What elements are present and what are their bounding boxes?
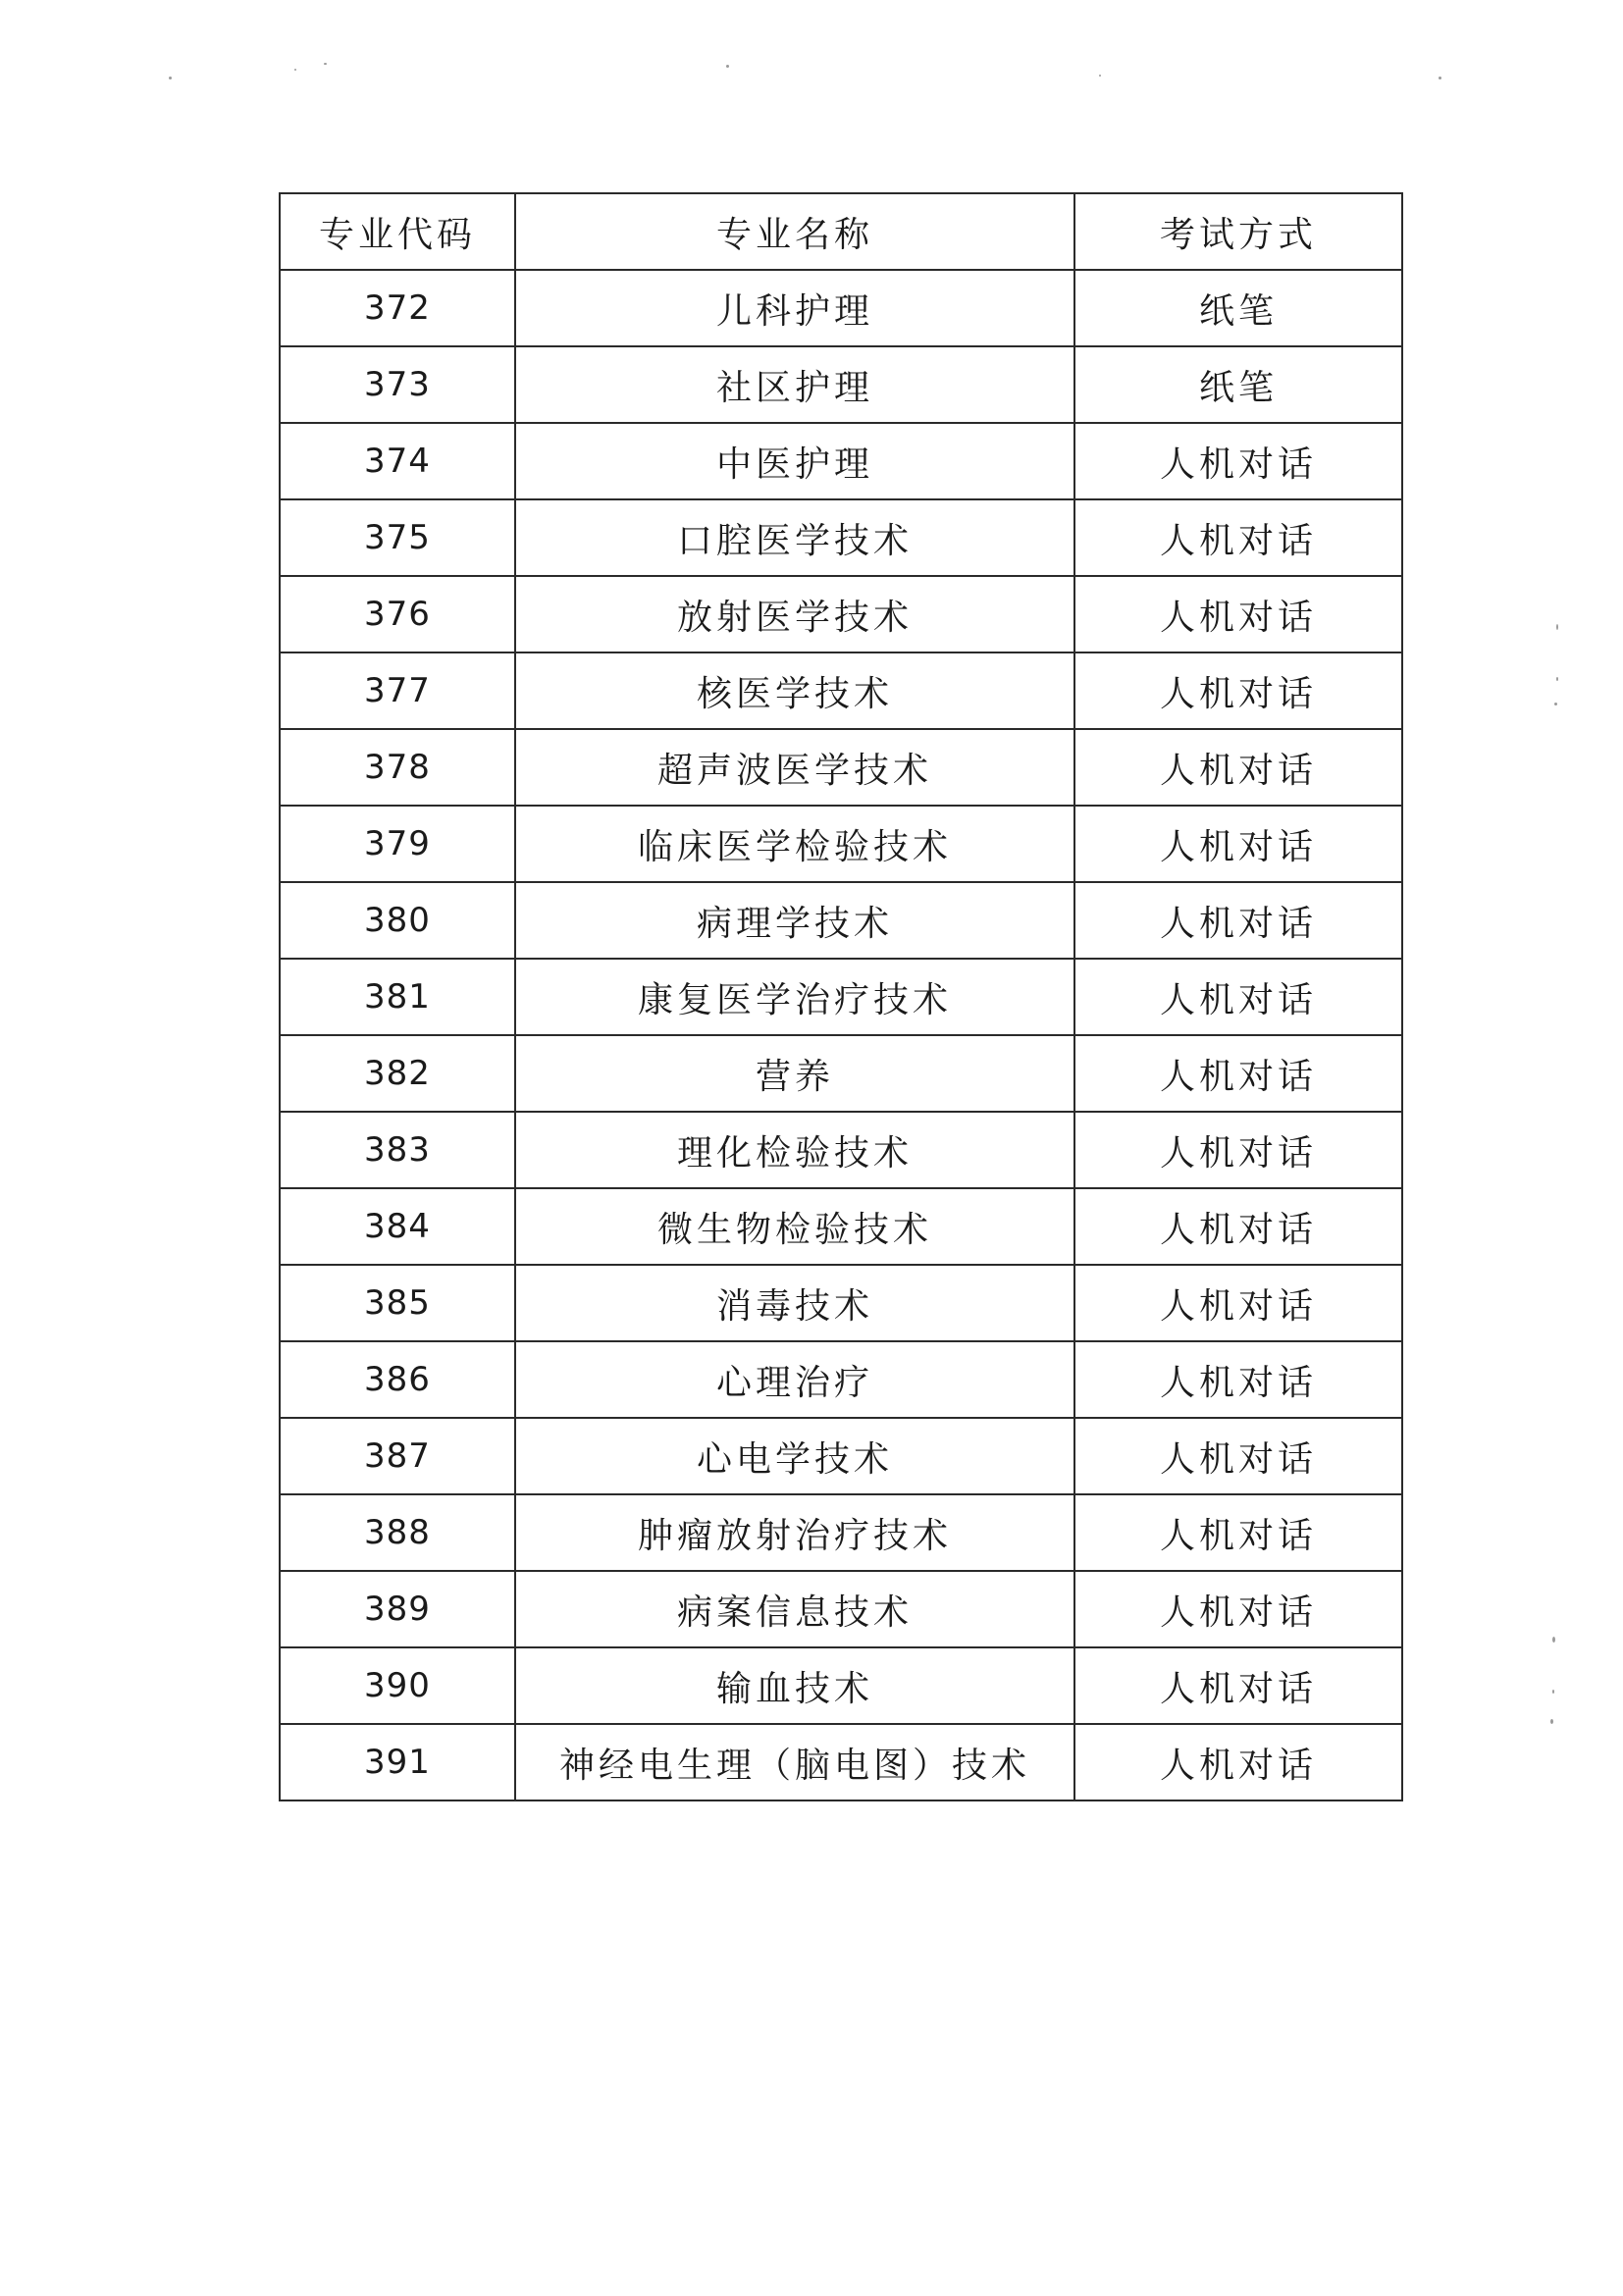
cell-name: 输血技术 — [515, 1647, 1074, 1724]
scan-speck — [1556, 624, 1558, 630]
cell-name: 微生物检验技术 — [515, 1188, 1074, 1265]
table-row — [280, 1341, 1402, 1418]
table-row — [280, 346, 1402, 423]
table-row — [280, 1724, 1402, 1800]
table-row — [280, 1112, 1402, 1188]
scan-speck — [726, 65, 729, 68]
cell-code: 374 — [280, 423, 515, 499]
cell-method: 人机对话 — [1074, 1265, 1402, 1341]
cell-method: 人机对话 — [1074, 1112, 1402, 1188]
cell-code: 380 — [280, 882, 515, 959]
cell-code: 387 — [280, 1418, 515, 1494]
header-method: 考试方式 — [1074, 193, 1402, 270]
table-row — [280, 1265, 1402, 1341]
cell-code: 381 — [280, 959, 515, 1035]
cell-name: 临床医学检验技术 — [515, 806, 1074, 882]
cell-code: 388 — [280, 1494, 515, 1571]
cell-method: 人机对话 — [1074, 1494, 1402, 1571]
cell-method: 人机对话 — [1074, 423, 1402, 499]
table-header-row — [280, 193, 1402, 270]
cell-code: 377 — [280, 652, 515, 729]
table-row — [280, 1647, 1402, 1724]
header-code: 专业代码 — [280, 193, 515, 270]
cell-name: 儿科护理 — [515, 270, 1074, 346]
cell-name: 心理治疗 — [515, 1341, 1074, 1418]
scan-speck — [1439, 77, 1441, 79]
cell-name: 病案信息技术 — [515, 1571, 1074, 1647]
cell-method: 人机对话 — [1074, 882, 1402, 959]
table-row — [280, 1035, 1402, 1112]
cell-code: 378 — [280, 729, 515, 806]
cell-name: 理化检验技术 — [515, 1112, 1074, 1188]
cell-code: 384 — [280, 1188, 515, 1265]
scan-speck — [294, 69, 296, 71]
cell-name: 核医学技术 — [515, 652, 1074, 729]
cell-code: 391 — [280, 1724, 515, 1800]
table-row — [280, 882, 1402, 959]
table-row — [280, 1571, 1402, 1647]
cell-code: 372 — [280, 270, 515, 346]
table-row — [280, 729, 1402, 806]
scan-speck — [1552, 1690, 1554, 1694]
cell-name: 社区护理 — [515, 346, 1074, 423]
table-row — [280, 576, 1402, 652]
cell-method: 人机对话 — [1074, 652, 1402, 729]
cell-code: 389 — [280, 1571, 515, 1647]
cell-name: 超声波医学技术 — [515, 729, 1074, 806]
cell-name: 心电学技术 — [515, 1418, 1074, 1494]
cell-name: 营养 — [515, 1035, 1074, 1112]
cell-method: 人机对话 — [1074, 1418, 1402, 1494]
cell-method: 人机对话 — [1074, 1571, 1402, 1647]
cell-name: 放射医学技术 — [515, 576, 1074, 652]
cell-name: 康复医学治疗技术 — [515, 959, 1074, 1035]
cell-code: 376 — [280, 576, 515, 652]
cell-code: 383 — [280, 1112, 515, 1188]
cell-name: 肿瘤放射治疗技术 — [515, 1494, 1074, 1571]
cell-code: 385 — [280, 1265, 515, 1341]
cell-code: 390 — [280, 1647, 515, 1724]
cell-name: 神经电生理（脑电图）技术 — [515, 1724, 1074, 1800]
cell-method: 人机对话 — [1074, 1341, 1402, 1418]
cell-code: 379 — [280, 806, 515, 882]
scan-speck — [169, 77, 172, 79]
cell-method: 人机对话 — [1074, 1188, 1402, 1265]
cell-method: 人机对话 — [1074, 729, 1402, 806]
table-row — [280, 1418, 1402, 1494]
table-row — [280, 499, 1402, 576]
cell-name: 消毒技术 — [515, 1265, 1074, 1341]
scan-speck — [1554, 703, 1557, 705]
cell-method: 人机对话 — [1074, 499, 1402, 576]
scan-speck — [324, 63, 327, 65]
cell-code: 375 — [280, 499, 515, 576]
cell-code: 382 — [280, 1035, 515, 1112]
cell-name: 口腔医学技术 — [515, 499, 1074, 576]
table-row — [280, 1188, 1402, 1265]
cell-method: 纸笔 — [1074, 346, 1402, 423]
cell-method: 人机对话 — [1074, 1647, 1402, 1724]
cell-method: 人机对话 — [1074, 959, 1402, 1035]
cell-method: 人机对话 — [1074, 576, 1402, 652]
table-row — [280, 1494, 1402, 1571]
cell-method: 人机对话 — [1074, 1035, 1402, 1112]
table-row — [280, 652, 1402, 729]
cell-code: 386 — [280, 1341, 515, 1418]
header-name: 专业名称 — [515, 193, 1074, 270]
cell-name: 中医护理 — [515, 423, 1074, 499]
scan-speck — [1550, 1719, 1553, 1724]
cell-method: 人机对话 — [1074, 1724, 1402, 1800]
cell-method: 人机对话 — [1074, 806, 1402, 882]
cell-method: 纸笔 — [1074, 270, 1402, 346]
scan-speck — [1099, 75, 1101, 77]
cell-name: 病理学技术 — [515, 882, 1074, 959]
table-row — [280, 959, 1402, 1035]
majors-table — [279, 192, 1403, 1801]
table-row — [280, 806, 1402, 882]
scan-speck — [1552, 1637, 1555, 1643]
majors-table-container — [279, 192, 1401, 1801]
cell-code: 373 — [280, 346, 515, 423]
scan-speck — [1556, 677, 1558, 681]
table-row — [280, 270, 1402, 346]
table-row — [280, 423, 1402, 499]
